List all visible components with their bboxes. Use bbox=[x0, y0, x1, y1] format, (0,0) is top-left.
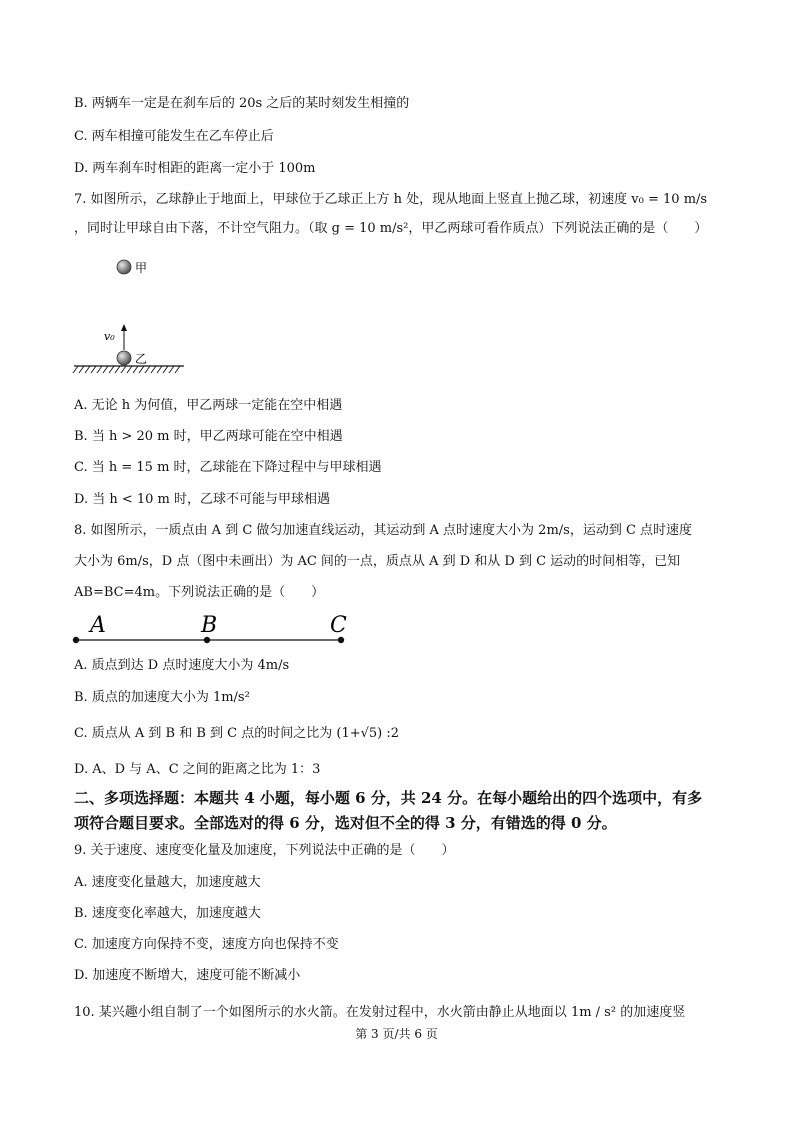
q7-stem-line1: 7. 如图所示，乙球静止于地面上，甲球位于乙球正上方 h 处，现从地面上竖直上抛乙球，初速度 v₀ = 10 m/s bbox=[74, 192, 708, 207]
q8-option-d: D. A、D 与 A、C 之间的距离之比为 1：3 bbox=[74, 762, 321, 777]
q7-option-c: C. 当 h = 15 m 时，乙球能在下降过程中与甲球相遇 bbox=[74, 460, 382, 475]
q6-option-c: C. 两车相撞可能发生在乙车停止后 bbox=[74, 129, 274, 144]
q9-option-a: A. 速度变化量越大，加速度越大 bbox=[74, 875, 261, 890]
ball-yi bbox=[117, 351, 131, 365]
q8-option-a: A. 质点到达 D 点时速度大小为 4m/s bbox=[74, 658, 290, 673]
q7-option-d: D. 当 h < 10 m 时，乙球不可能与甲球相遇 bbox=[74, 492, 331, 507]
q8-figure bbox=[70, 608, 360, 648]
q7-stem-line2: ，同时让甲球自由下落，不计空气阻力。（取 g = 10 m/s²，甲乙两球可看作质点）下列说法正确的是（ ） bbox=[74, 221, 708, 236]
q9-stem: 9. 关于速度、速度变化量及加速度，下列说法中正确的是（ ） bbox=[74, 843, 455, 858]
q7-option-a: A. 无论 h 为何值，甲乙两球一定能在空中相遇 bbox=[74, 398, 343, 413]
ball-jia bbox=[117, 260, 131, 274]
velocity-label: v₀ bbox=[104, 330, 115, 343]
q6-option-b: B. 两辆车一定是在刹车后的 20s 之后的某时刻发生相撞的 bbox=[74, 96, 410, 111]
q8-stem-line1: 8. 如图所示，一质点由 A 到 C 做匀加速直线运动，其运动到 A 点时速度大小为 2m/s，运动到 C 点时速度 bbox=[74, 523, 693, 538]
q8-option-b: B. 质点的加速度大小为 1m/s² bbox=[74, 690, 250, 705]
q8-option-c: C. 质点从 A 到 B 和 B 到 C 点的时间之比为 (1+√5) :2 bbox=[74, 726, 400, 741]
q10-stem: 10. 某兴趣小组自制了一个如图所示的水火箭。在发射过程中，水火箭由静止从地面以 1m / s² 的加速度竖 bbox=[74, 1005, 686, 1020]
section2-heading-line1: 二、多项选择题：本题共 4 小题，每小题 6 分，共 24 分。在每小题给出的四个选项中，有多 bbox=[74, 789, 703, 807]
ball-yi-label: 乙 bbox=[135, 352, 148, 366]
point-c-label: C bbox=[330, 613, 347, 638]
ball-jia-label: 甲 bbox=[135, 261, 148, 275]
velocity-arrowhead bbox=[121, 324, 127, 331]
page-footer: 第 3 页/共 6 页 bbox=[355, 1027, 438, 1041]
q6-option-d: D. 两车刹车时相距的距离一定小于 100m bbox=[74, 161, 316, 176]
q7-option-b: B. 当 h > 20 m 时，甲乙两球可能在空中相遇 bbox=[74, 429, 343, 444]
section2-heading-line2: 项符合题目要求。全部选对的得 6 分，选对但不全的得 3 分，有错选的得 0 分。 bbox=[74, 814, 617, 832]
q9-option-b: B. 速度变化率越大，加速度越大 bbox=[74, 906, 261, 921]
ground-hatching bbox=[73, 366, 180, 373]
point-a bbox=[73, 637, 79, 643]
q9-option-c: C. 加速度方向保持不变，速度方向也保持不变 bbox=[74, 937, 339, 952]
q7-figure bbox=[70, 252, 200, 382]
q8-stem-line3: AB=BC=4m。下列说法正确的是（ ） bbox=[74, 585, 325, 600]
point-b-label: B bbox=[201, 613, 218, 638]
point-a-label: A bbox=[90, 613, 106, 638]
q9-option-d: D. 加速度不断增大，速度可能不断减小 bbox=[74, 968, 301, 983]
q8-stem-line2: 大小为 6m/s，D 点（图中未画出）为 AC 间的一点，质点从 A 到 D 和从 D 到 C 运动的时间相等，已知 bbox=[74, 554, 681, 569]
